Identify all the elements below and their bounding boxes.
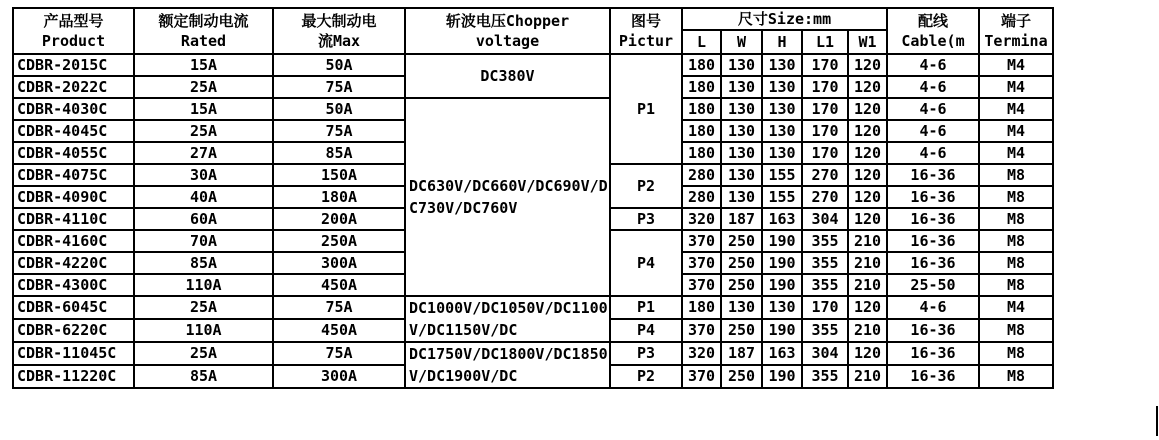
dim-h-cell: 130 (762, 54, 802, 76)
cable-cell: 16-36 (887, 319, 979, 342)
header-product: 产品型号 Product (13, 8, 134, 54)
voltage-cell: DC1750V/DC1800V/DC1850V/DC1900V/DC (405, 342, 610, 388)
edge-line (1156, 406, 1158, 436)
cable-cell: 16-36 (887, 230, 979, 252)
product-cell: CDBR-4075C (13, 164, 134, 186)
dim-w1-cell: 120 (848, 208, 887, 230)
max-cell: 250A (273, 230, 405, 252)
dim-w1-cell: 120 (848, 296, 887, 319)
dim-w-cell: 130 (721, 76, 762, 98)
dim-l1-cell: 270 (802, 186, 848, 208)
header-dim-w: W (721, 30, 762, 54)
dim-w-cell: 250 (721, 319, 762, 342)
product-cell: CDBR-4055C (13, 142, 134, 164)
product-cell: CDBR-4300C (13, 274, 134, 296)
cable-cell: 4-6 (887, 120, 979, 142)
max-cell: 150A (273, 164, 405, 186)
dim-l-cell: 320 (682, 208, 721, 230)
dim-l-cell: 370 (682, 274, 721, 296)
dim-l1-cell: 170 (802, 98, 848, 120)
terminal-cell: M4 (979, 98, 1053, 120)
header-picture: 图号 Pictur (610, 8, 682, 54)
cable-cell: 4-6 (887, 98, 979, 120)
dim-w1-cell: 210 (848, 230, 887, 252)
cable-cell: 4-6 (887, 76, 979, 98)
terminal-cell: M4 (979, 142, 1053, 164)
max-cell: 300A (273, 365, 405, 388)
max-cell: 200A (273, 208, 405, 230)
spec-table (12, 7, 1054, 389)
dim-l1-cell: 355 (802, 274, 848, 296)
rated-cell: 110A (134, 319, 273, 342)
cable-cell: 16-36 (887, 365, 979, 388)
dim-l-cell: 280 (682, 164, 721, 186)
picture-cell: P2 (610, 365, 682, 388)
dim-h-cell: 130 (762, 120, 802, 142)
picture-cell: P2 (610, 164, 682, 208)
dim-w-cell: 187 (721, 342, 762, 365)
table-row (13, 342, 1053, 365)
product-cell: CDBR-4110C (13, 208, 134, 230)
dim-w1-cell: 120 (848, 342, 887, 365)
dim-h-cell: 190 (762, 319, 802, 342)
cable-cell: 4-6 (887, 54, 979, 76)
product-cell: CDBR-4220C (13, 252, 134, 274)
max-cell: 75A (273, 120, 405, 142)
dim-w-cell: 130 (721, 296, 762, 319)
product-cell: CDBR-11045C (13, 342, 134, 365)
picture-cell: P4 (610, 230, 682, 296)
dim-h-cell: 190 (762, 274, 802, 296)
terminal-cell: M8 (979, 252, 1053, 274)
product-cell: CDBR-4030C (13, 98, 134, 120)
product-cell: CDBR-6045C (13, 296, 134, 319)
rated-cell: 27A (134, 142, 273, 164)
dim-w1-cell: 210 (848, 274, 887, 296)
terminal-cell: M8 (979, 164, 1053, 186)
product-cell: CDBR-4090C (13, 186, 134, 208)
dim-w1-cell: 210 (848, 365, 887, 388)
dim-w1-cell: 210 (848, 252, 887, 274)
dim-l-cell: 180 (682, 98, 721, 120)
dim-w-cell: 130 (721, 186, 762, 208)
rated-cell: 85A (134, 365, 273, 388)
rated-cell: 15A (134, 54, 273, 76)
dim-h-cell: 190 (762, 365, 802, 388)
dim-l1-cell: 270 (802, 164, 848, 186)
terminal-cell: M8 (979, 186, 1053, 208)
table-row (13, 296, 1053, 319)
cable-cell: 16-36 (887, 208, 979, 230)
header-chopper-voltage: 斩波电压Chopper voltage (405, 8, 610, 54)
dim-h-cell: 155 (762, 186, 802, 208)
max-cell: 180A (273, 186, 405, 208)
dim-w1-cell: 120 (848, 164, 887, 186)
dim-w-cell: 187 (721, 208, 762, 230)
picture-cell: P3 (610, 342, 682, 365)
rated-cell: 25A (134, 342, 273, 365)
terminal-cell: M8 (979, 274, 1053, 296)
max-cell: 450A (273, 274, 405, 296)
cable-cell: 16-36 (887, 186, 979, 208)
max-cell: 50A (273, 98, 405, 120)
terminal-cell: M4 (979, 54, 1053, 76)
header-dim-l1: L1 (802, 30, 848, 54)
rated-cell: 25A (134, 296, 273, 319)
rated-cell: 30A (134, 164, 273, 186)
dim-l1-cell: 170 (802, 142, 848, 164)
cable-cell: 25-50 (887, 274, 979, 296)
table-row (13, 98, 1053, 120)
rated-cell: 25A (134, 76, 273, 98)
dim-l-cell: 180 (682, 54, 721, 76)
dim-l-cell: 370 (682, 252, 721, 274)
dim-l-cell: 320 (682, 342, 721, 365)
dim-l-cell: 280 (682, 186, 721, 208)
dim-l1-cell: 170 (802, 296, 848, 319)
rated-cell: 70A (134, 230, 273, 252)
dim-w1-cell: 120 (848, 142, 887, 164)
dim-w-cell: 130 (721, 120, 762, 142)
dim-l-cell: 370 (682, 365, 721, 388)
dim-l-cell: 180 (682, 76, 721, 98)
dim-l-cell: 370 (682, 319, 721, 342)
dim-w-cell: 130 (721, 164, 762, 186)
voltage-cell: DC380V (405, 54, 610, 98)
dim-l-cell: 180 (682, 142, 721, 164)
dim-h-cell: 163 (762, 208, 802, 230)
dim-l1-cell: 170 (802, 76, 848, 98)
dim-w1-cell: 120 (848, 186, 887, 208)
dim-w-cell: 130 (721, 98, 762, 120)
max-cell: 75A (273, 296, 405, 319)
terminal-cell: M8 (979, 319, 1053, 342)
rated-cell: 40A (134, 186, 273, 208)
max-cell: 75A (273, 76, 405, 98)
product-cell: CDBR-6220C (13, 319, 134, 342)
dim-l1-cell: 304 (802, 208, 848, 230)
rated-cell: 25A (134, 120, 273, 142)
dim-w1-cell: 120 (848, 98, 887, 120)
max-cell: 50A (273, 54, 405, 76)
dim-l1-cell: 355 (802, 319, 848, 342)
rated-cell: 60A (134, 208, 273, 230)
voltage-cell: DC630V/DC660V/DC690V/DC730V/DC760V (405, 98, 610, 296)
dim-l1-cell: 355 (802, 230, 848, 252)
terminal-cell: M8 (979, 365, 1053, 388)
terminal-cell: M8 (979, 342, 1053, 365)
dim-l-cell: 370 (682, 230, 721, 252)
terminal-cell: M4 (979, 296, 1053, 319)
header-max-current: 最大制动电 流Max (273, 8, 405, 54)
dim-l-cell: 180 (682, 296, 721, 319)
max-cell: 450A (273, 319, 405, 342)
cable-cell: 16-36 (887, 252, 979, 274)
product-cell: CDBR-4160C (13, 230, 134, 252)
picture-cell: P1 (610, 54, 682, 164)
dim-h-cell: 130 (762, 296, 802, 319)
terminal-cell: M8 (979, 208, 1053, 230)
dim-w1-cell: 120 (848, 54, 887, 76)
dim-w1-cell: 210 (848, 319, 887, 342)
dim-l1-cell: 304 (802, 342, 848, 365)
picture-cell: P3 (610, 208, 682, 230)
product-cell: CDBR-11220C (13, 365, 134, 388)
dim-w-cell: 250 (721, 252, 762, 274)
dim-w-cell: 250 (721, 274, 762, 296)
header-row-1 (13, 8, 1053, 30)
voltage-cell: DC1000V/DC1050V/DC1100V/DC1150V/DC (405, 296, 610, 342)
cable-cell: 16-36 (887, 342, 979, 365)
dim-l1-cell: 355 (802, 365, 848, 388)
max-cell: 300A (273, 252, 405, 274)
header-size: 尺寸Size:mm (682, 8, 887, 30)
header-terminal: 端子 Termina (979, 8, 1053, 54)
dim-h-cell: 130 (762, 98, 802, 120)
dim-l1-cell: 170 (802, 54, 848, 76)
dim-h-cell: 190 (762, 230, 802, 252)
max-cell: 85A (273, 142, 405, 164)
header-dim-l: L (682, 30, 721, 54)
header-dim-w1: W1 (848, 30, 887, 54)
rated-cell: 110A (134, 274, 273, 296)
dim-w1-cell: 120 (848, 76, 887, 98)
dim-w-cell: 250 (721, 230, 762, 252)
product-cell: CDBR-2015C (13, 54, 134, 76)
picture-cell: P1 (610, 296, 682, 319)
dim-h-cell: 130 (762, 76, 802, 98)
dim-w-cell: 250 (721, 365, 762, 388)
product-cell: CDBR-4045C (13, 120, 134, 142)
header-cable: 配线 Cable(m (887, 8, 979, 54)
max-cell: 75A (273, 342, 405, 365)
product-cell: CDBR-2022C (13, 76, 134, 98)
dim-h-cell: 190 (762, 252, 802, 274)
rated-cell: 15A (134, 98, 273, 120)
dim-h-cell: 130 (762, 142, 802, 164)
dim-l1-cell: 355 (802, 252, 848, 274)
dim-w-cell: 130 (721, 54, 762, 76)
table-row (13, 54, 1053, 76)
dim-l1-cell: 170 (802, 120, 848, 142)
dim-h-cell: 163 (762, 342, 802, 365)
dim-w-cell: 130 (721, 142, 762, 164)
picture-cell: P4 (610, 319, 682, 342)
header-dim-h: H (762, 30, 802, 54)
terminal-cell: M4 (979, 76, 1053, 98)
dim-w1-cell: 120 (848, 120, 887, 142)
terminal-cell: M4 (979, 120, 1053, 142)
cable-cell: 16-36 (887, 164, 979, 186)
terminal-cell: M8 (979, 230, 1053, 252)
cable-cell: 4-6 (887, 142, 979, 164)
dim-l-cell: 180 (682, 120, 721, 142)
cable-cell: 4-6 (887, 296, 979, 319)
dim-h-cell: 155 (762, 164, 802, 186)
rated-cell: 85A (134, 252, 273, 274)
header-rated-current: 额定制动电流 Rated (134, 8, 273, 54)
